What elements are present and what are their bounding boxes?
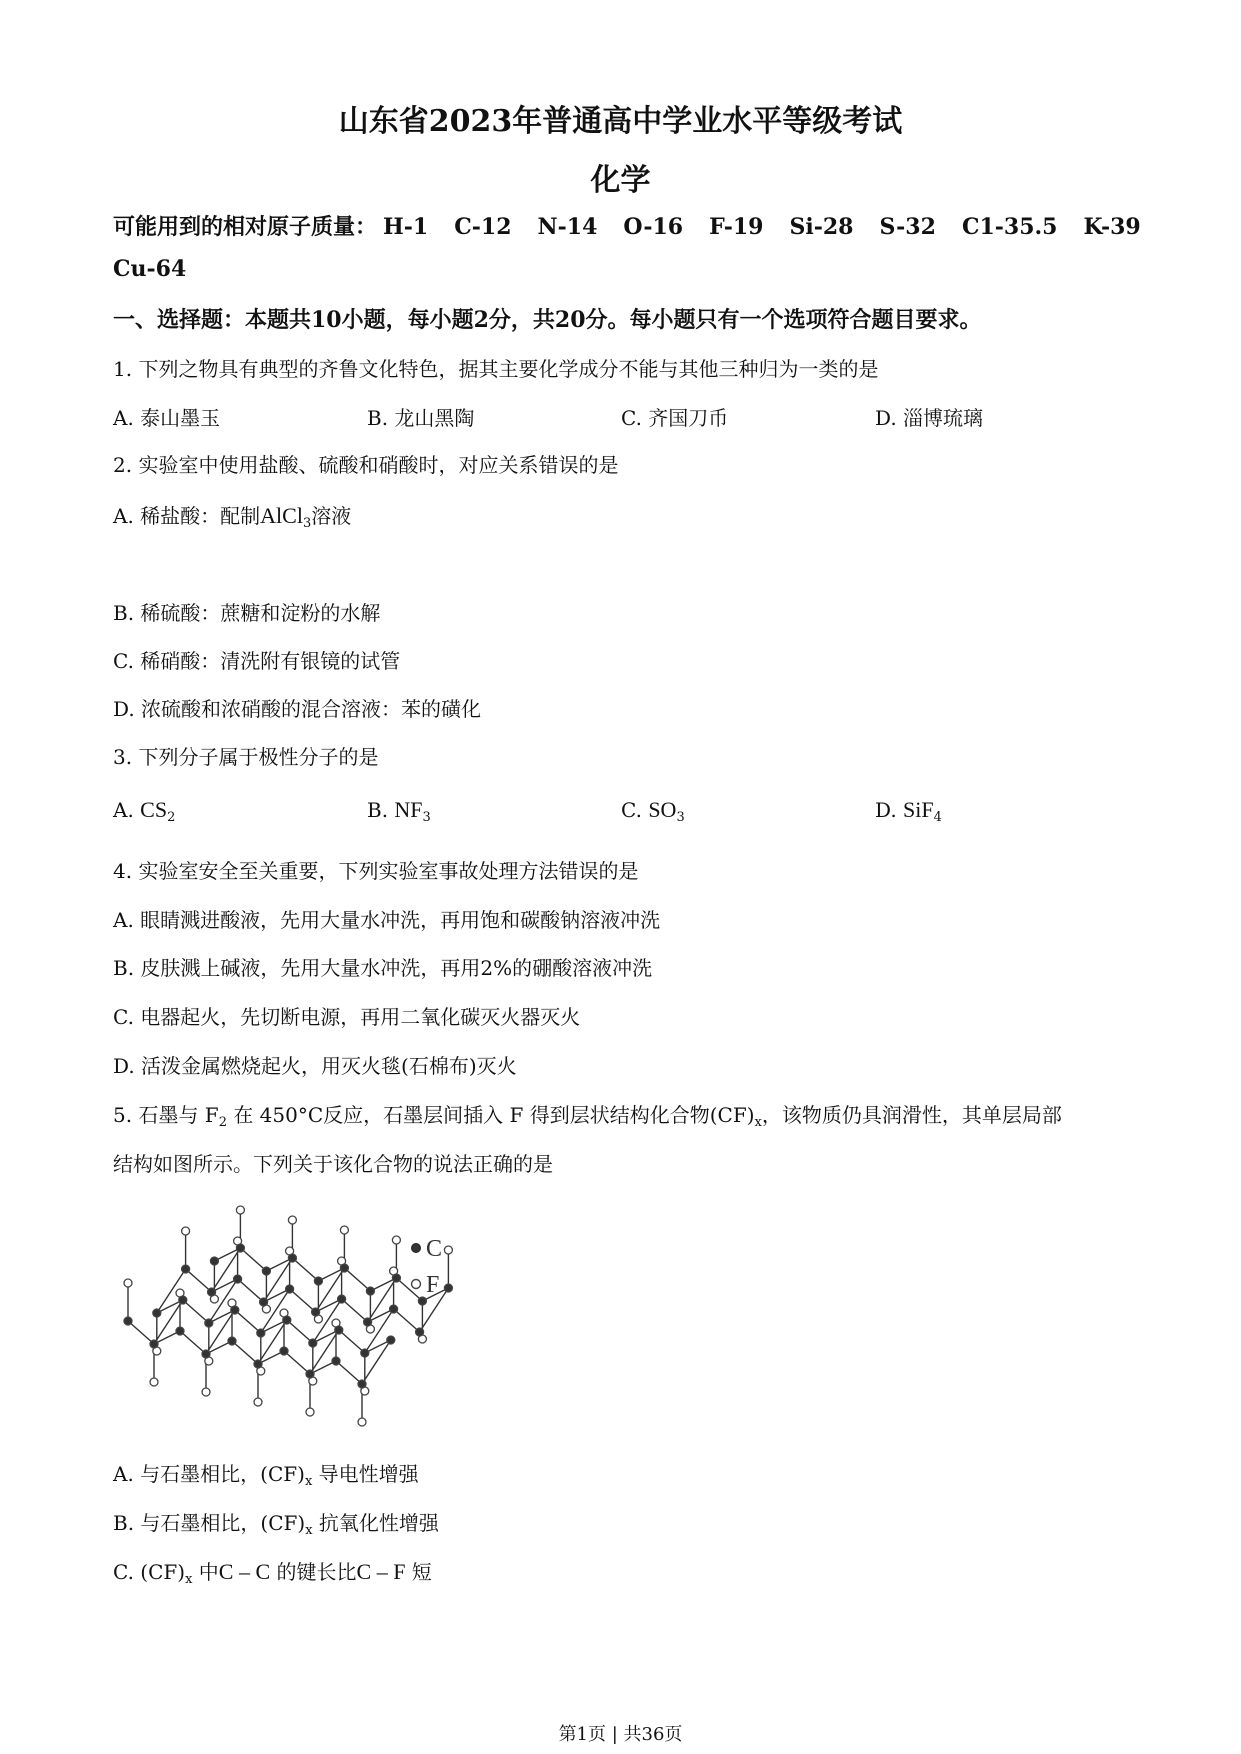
mass-s: S-32 <box>879 214 936 240</box>
q3-d-formula: SiF <box>903 797 934 822</box>
q5-a-sub: x <box>304 1474 313 1489</box>
q5-stem-sub2: x <box>754 1115 762 1130</box>
q5-stem-line2: 结构如图所示。下列关于该化合物的说法正确的是 <box>113 1152 553 1176</box>
q5-stem-sub1: 2 <box>218 1115 227 1130</box>
q2-stem: 2. 实验室中使用盐酸、硫酸和硝酸时，对应关系错误的是 <box>113 453 619 477</box>
q4-option-c: C. 电器起火，先切断电源，再用二氧化碳灭火器灭火 <box>113 1005 581 1029</box>
q5-c-p3: 的键长比 <box>270 1560 357 1584</box>
q3-c-formula: SO <box>648 797 677 822</box>
f-atom <box>236 1206 244 1214</box>
q5-a-p2: 导电性增强 <box>312 1462 419 1486</box>
c-c-bond <box>290 1289 316 1312</box>
c-atom <box>340 1264 348 1272</box>
c-atom <box>361 1349 369 1357</box>
c-atom <box>338 1295 346 1303</box>
q2-a-suffix: 溶液 <box>311 504 352 528</box>
mass-cu: Cu-64 <box>113 256 187 282</box>
f-atom <box>150 1378 158 1386</box>
subject-title: 化学 <box>590 163 651 198</box>
q4-option-d: D. 活泼金属燃烧起火，用灭火毯(石棉布)灭火 <box>113 1054 517 1078</box>
mass-f: F-19 <box>709 214 764 240</box>
q5-a-p1: A. 与石墨相比，(CF) <box>113 1462 305 1486</box>
atomic-mass-label: 可能用到的相对原子质量： <box>113 214 378 240</box>
q3-d-sub: 4 <box>933 810 942 825</box>
f-atom <box>340 1226 348 1234</box>
c-atom <box>335 1326 343 1334</box>
c-c-bond <box>344 1268 370 1291</box>
c-c-bond <box>394 1309 420 1332</box>
q3-b-letter: B. <box>367 798 389 822</box>
section-heading: 一、选择题：本题共10小题，每小题2分，共20分。每小题只有一个选项符合题目要求。 <box>113 307 982 333</box>
f-atom <box>444 1246 452 1254</box>
c-atom <box>280 1347 288 1355</box>
f-atom <box>358 1418 366 1426</box>
q5-stem-p2: 在 450°C反应，石墨层间插入 F 得到层状结构化合物(CF) <box>226 1103 755 1127</box>
c-atom <box>231 1306 239 1314</box>
c-c-bond <box>183 1300 209 1323</box>
q1-stem: 1. 下列之物具有典型的齐鲁文化特色，据其主要化学成分不能与其他三种归为一类的是 <box>113 357 879 381</box>
mass-c: C-12 <box>454 214 512 240</box>
legend-f-dot <box>412 1280 421 1289</box>
f-atom <box>182 1227 190 1235</box>
c-atom <box>364 1318 372 1326</box>
f-atom <box>392 1236 400 1244</box>
q3-a-letter: A. <box>113 798 134 822</box>
q5-option-a <box>113 1458 419 1489</box>
c-atom <box>262 1267 270 1275</box>
q2-option-b: B. 稀硫酸：蔗糖和淀粉的水解 <box>113 601 381 625</box>
c-atom <box>234 1275 242 1283</box>
c-atom <box>257 1329 265 1337</box>
q5-stem-p3: ，该物质仍具润滑性，其单层局部 <box>761 1103 1062 1127</box>
q5-stem-p1: 5. 石墨与 F <box>113 1103 219 1127</box>
c-c-bond <box>292 1258 318 1281</box>
q3-c-letter: C. <box>621 798 642 822</box>
q5-c-formula1: C – C <box>218 1559 271 1584</box>
f-atom <box>306 1408 314 1416</box>
c-atom <box>288 1254 296 1262</box>
c-atom <box>124 1317 132 1325</box>
q2-a-formula: AlCl <box>260 503 303 528</box>
q5-c-sub: x <box>185 1572 193 1587</box>
c-c-bond <box>240 1248 266 1271</box>
q4-option-b: B. 皮肤溅上碱液，先用大量水冲洗，再用2%的硼酸溶液冲洗 <box>113 956 653 980</box>
c-atom <box>254 1360 262 1368</box>
c-c-bond <box>238 1279 264 1302</box>
mass-cl: C1-35.5 <box>961 214 1058 240</box>
c-atom <box>182 1265 190 1273</box>
c-c-bond <box>339 1330 365 1353</box>
mass-h: H-1 <box>383 214 429 240</box>
q1-option-a: A. 泰山墨玉 <box>113 406 221 430</box>
q5-b-sub: x <box>305 1523 313 1538</box>
c-atom <box>260 1298 268 1306</box>
q3-option-a <box>113 797 175 825</box>
c-c-bond <box>180 1331 206 1354</box>
q1-option-c: C. 齐国刀币 <box>621 406 729 430</box>
c-c-bond <box>287 1320 313 1343</box>
mass-o: O-16 <box>623 214 684 240</box>
c-atom <box>358 1380 366 1388</box>
c-c-bond <box>284 1351 310 1374</box>
c-atom <box>202 1350 210 1358</box>
c-atom <box>210 1257 218 1265</box>
f-atom <box>288 1216 296 1224</box>
c-c-bond <box>186 1269 212 1292</box>
c-atom <box>387 1336 395 1344</box>
c-atom <box>314 1277 322 1285</box>
mass-si: Si-28 <box>789 214 854 240</box>
c-atom <box>332 1357 340 1365</box>
c-c-bond <box>336 1361 362 1384</box>
q5-option-c <box>113 1556 432 1587</box>
c-c-bond <box>128 1321 154 1344</box>
q3-c-sub: 3 <box>676 810 685 825</box>
q5-stem-line1 <box>113 1099 1062 1130</box>
q2-option-a <box>113 500 351 531</box>
legend-f-label: F <box>426 1272 440 1298</box>
c-atom <box>416 1328 424 1336</box>
c-atom <box>309 1339 317 1347</box>
q3-b-formula: NF <box>394 797 423 822</box>
mass-n: N-14 <box>537 214 598 240</box>
c-atom <box>208 1288 216 1296</box>
c-atom <box>283 1316 291 1324</box>
mass-k: K-39 <box>1083 214 1141 240</box>
cf-atoms <box>124 1206 452 1426</box>
q5-c-p1: C. (CF) <box>113 1560 186 1584</box>
q4-stem: 4. 实验室安全至关重要，下列实验室事故处理方法错误的是 <box>113 859 639 883</box>
q3-option-b <box>367 797 431 825</box>
c-atom <box>205 1319 213 1327</box>
exam-title: 山东省2023年普通高中学业水平等级考试 <box>338 104 903 139</box>
q3-b-sub: 3 <box>422 810 431 825</box>
legend-c-dot <box>412 1244 421 1253</box>
q2-a-prefix: A. 稀盐酸：配制 <box>113 504 261 528</box>
c-atom <box>153 1309 161 1317</box>
q5-c-p4: 短 <box>405 1560 432 1584</box>
q3-option-c <box>621 797 685 825</box>
c-atom <box>390 1305 398 1313</box>
q3-stem: 3. 下列分子属于极性分子的是 <box>113 745 379 769</box>
f-atom <box>124 1279 132 1287</box>
q4-option-a: A. 眼睛溅进酸液，先用大量水冲洗，再用饱和碳酸钠溶液冲洗 <box>113 908 661 932</box>
q2-option-c: C. 稀硝酸：清洗附有银镜的试管 <box>113 649 401 673</box>
q1-option-b: B. 龙山黑陶 <box>367 406 475 430</box>
c-atom <box>236 1244 244 1252</box>
cf-structure-figure <box>120 1200 480 1430</box>
c-atom <box>392 1274 400 1282</box>
q3-d-letter: D. <box>875 798 897 822</box>
c-atom <box>179 1296 187 1304</box>
c-atom <box>176 1327 184 1335</box>
c-atom <box>286 1285 294 1293</box>
q5-option-b <box>113 1507 439 1538</box>
q2-a-sub: 3 <box>302 516 312 531</box>
q1-option-d: D. 淄博琉璃 <box>875 406 984 430</box>
c-atom <box>366 1287 374 1295</box>
f-atom <box>254 1398 262 1406</box>
atomic-mass-line <box>113 210 1141 241</box>
q5-c-formula2: C – F <box>356 1559 406 1584</box>
c-atom <box>444 1284 452 1292</box>
q3-a-formula: CS <box>140 797 168 822</box>
c-c-bond <box>232 1341 258 1364</box>
c-c-bond <box>235 1310 261 1333</box>
c-atom <box>312 1308 320 1316</box>
q3-option-d <box>875 797 942 825</box>
q5-b-p2: 抗氧化性增强 <box>312 1511 439 1535</box>
legend-c-label: C <box>426 1236 443 1262</box>
q5-b-p1: B. 与石墨相比，(CF) <box>113 1511 306 1535</box>
q3-a-sub: 2 <box>167 810 176 825</box>
c-atom <box>228 1337 236 1345</box>
q2-option-d: D. 浓硫酸和浓硝酸的混合溶液：苯的磺化 <box>113 697 482 721</box>
page-footer: 第1页 | 共36页 <box>558 1724 683 1745</box>
c-atom <box>306 1370 314 1378</box>
c-c-bond <box>342 1299 368 1322</box>
f-atom <box>202 1388 210 1396</box>
c-atom <box>150 1340 158 1348</box>
q5-c-p2: 中 <box>192 1560 219 1584</box>
c-atom <box>418 1297 426 1305</box>
